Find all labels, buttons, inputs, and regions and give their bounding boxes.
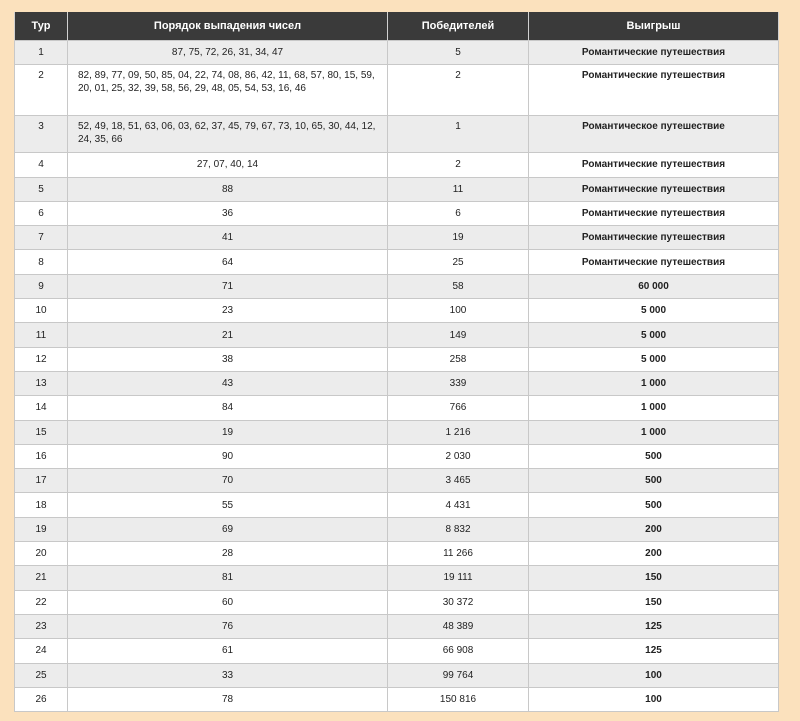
table-row [15, 542, 779, 566]
cell-winners: 1 [388, 116, 529, 153]
cell-tur: 7 [15, 226, 68, 250]
cell-numbers: 52, 49, 18, 51, 63, 06, 03, 62, 37, 45, 79, 67, 73, 10, 65, 30, 44, 12, 24, 35, 66 [68, 116, 388, 153]
cell-winners: 6 [388, 201, 529, 225]
table-row [15, 153, 779, 177]
table-row [15, 590, 779, 614]
cell-numbers: 78 [68, 687, 388, 711]
cell-prize: 1 000 [529, 371, 779, 395]
table-row [15, 371, 779, 395]
cell-numbers: 69 [68, 517, 388, 541]
cell-tur: 19 [15, 517, 68, 541]
cell-tur: 3 [15, 116, 68, 153]
header-winners: Победителей [388, 12, 529, 41]
cell-tur: 5 [15, 177, 68, 201]
cell-tur: 1 [15, 41, 68, 65]
cell-winners: 2 030 [388, 444, 529, 468]
cell-prize: 200 [529, 542, 779, 566]
cell-winners: 339 [388, 371, 529, 395]
cell-tur: 22 [15, 590, 68, 614]
cell-numbers: 71 [68, 274, 388, 298]
table-row [15, 274, 779, 298]
cell-numbers: 55 [68, 493, 388, 517]
cell-prize: 125 [529, 614, 779, 638]
table-row [15, 517, 779, 541]
table-row [15, 65, 779, 116]
table-row [15, 469, 779, 493]
cell-numbers: 81 [68, 566, 388, 590]
table-row [15, 250, 779, 274]
table-row [15, 347, 779, 371]
cell-winners: 58 [388, 274, 529, 298]
cell-tur: 6 [15, 201, 68, 225]
cell-prize: 125 [529, 639, 779, 663]
table-row [15, 663, 779, 687]
table-row [15, 177, 779, 201]
cell-tur: 24 [15, 639, 68, 663]
cell-winners: 99 764 [388, 663, 529, 687]
cell-winners: 11 [388, 177, 529, 201]
cell-numbers: 41 [68, 226, 388, 250]
cell-numbers: 61 [68, 639, 388, 663]
cell-tur: 23 [15, 614, 68, 638]
cell-prize: 150 [529, 590, 779, 614]
cell-tur: 4 [15, 153, 68, 177]
table-row [15, 41, 779, 65]
cell-winners: 4 431 [388, 493, 529, 517]
cell-winners: 766 [388, 396, 529, 420]
cell-numbers: 64 [68, 250, 388, 274]
cell-prize: Романтические путешествия [529, 201, 779, 225]
cell-prize: 150 [529, 566, 779, 590]
cell-tur: 16 [15, 444, 68, 468]
cell-winners: 66 908 [388, 639, 529, 663]
table-row [15, 420, 779, 444]
cell-tur: 26 [15, 687, 68, 711]
cell-tur: 20 [15, 542, 68, 566]
cell-tur: 21 [15, 566, 68, 590]
table-row [15, 299, 779, 323]
cell-winners: 150 816 [388, 687, 529, 711]
cell-prize: 5 000 [529, 347, 779, 371]
cell-winners: 3 465 [388, 469, 529, 493]
cell-prize: 5 000 [529, 323, 779, 347]
results-table-container [14, 12, 778, 712]
cell-winners: 8 832 [388, 517, 529, 541]
cell-numbers: 87, 75, 72, 26, 31, 34, 47 [68, 41, 388, 65]
cell-winners: 30 372 [388, 590, 529, 614]
cell-numbers: 88 [68, 177, 388, 201]
cell-tur: 18 [15, 493, 68, 517]
cell-winners: 1 216 [388, 420, 529, 444]
cell-prize: Романтическое путешествие [529, 116, 779, 153]
cell-winners: 19 111 [388, 566, 529, 590]
table-row [15, 323, 779, 347]
cell-numbers: 23 [68, 299, 388, 323]
cell-prize: Романтические путешествия [529, 153, 779, 177]
cell-tur: 25 [15, 663, 68, 687]
cell-prize: 100 [529, 687, 779, 711]
header-tur: Тур [15, 12, 68, 41]
cell-numbers: 19 [68, 420, 388, 444]
cell-numbers: 27, 07, 40, 14 [68, 153, 388, 177]
cell-prize: Романтические путешествия [529, 41, 779, 65]
cell-numbers: 70 [68, 469, 388, 493]
cell-winners: 258 [388, 347, 529, 371]
cell-numbers: 38 [68, 347, 388, 371]
cell-tur: 17 [15, 469, 68, 493]
cell-numbers: 33 [68, 663, 388, 687]
table-header-row [15, 12, 779, 41]
table-row [15, 226, 779, 250]
table-row [15, 639, 779, 663]
table-row [15, 444, 779, 468]
cell-prize: 200 [529, 517, 779, 541]
table-row [15, 614, 779, 638]
cell-prize: Романтические путешествия [529, 65, 779, 116]
cell-prize: 500 [529, 444, 779, 468]
cell-prize: 1 000 [529, 396, 779, 420]
cell-winners: 149 [388, 323, 529, 347]
cell-prize: 60 000 [529, 274, 779, 298]
cell-prize: Романтические путешествия [529, 177, 779, 201]
table-row [15, 396, 779, 420]
cell-winners: 19 [388, 226, 529, 250]
cell-tur: 14 [15, 396, 68, 420]
cell-tur: 10 [15, 299, 68, 323]
cell-prize: 1 000 [529, 420, 779, 444]
table-row [15, 201, 779, 225]
cell-winners: 48 389 [388, 614, 529, 638]
cell-winners: 2 [388, 65, 529, 116]
cell-numbers: 60 [68, 590, 388, 614]
cell-numbers: 82, 89, 77, 09, 50, 85, 04, 22, 74, 08, 86, 42, 11, 68, 57, 80, 15, 59, 20, 01, 25, 32, 39, 58, 56, 29, 48, 05, 54, 53, 16, 46 [68, 65, 388, 116]
cell-tur: 8 [15, 250, 68, 274]
cell-numbers: 28 [68, 542, 388, 566]
lottery-results-table [14, 12, 779, 712]
cell-prize: 500 [529, 469, 779, 493]
cell-numbers: 90 [68, 444, 388, 468]
cell-tur: 11 [15, 323, 68, 347]
cell-winners: 25 [388, 250, 529, 274]
cell-prize: Романтические путешествия [529, 250, 779, 274]
cell-numbers: 84 [68, 396, 388, 420]
cell-prize: 5 000 [529, 299, 779, 323]
cell-winners: 2 [388, 153, 529, 177]
cell-tur: 9 [15, 274, 68, 298]
cell-numbers: 36 [68, 201, 388, 225]
cell-tur: 12 [15, 347, 68, 371]
cell-tur: 2 [15, 65, 68, 116]
table-row [15, 687, 779, 711]
cell-numbers: 76 [68, 614, 388, 638]
table-row [15, 566, 779, 590]
header-prize: Выигрыш [529, 12, 779, 41]
cell-tur: 15 [15, 420, 68, 444]
table-row [15, 116, 779, 153]
cell-numbers: 43 [68, 371, 388, 395]
cell-numbers: 21 [68, 323, 388, 347]
table-row [15, 493, 779, 517]
cell-winners: 5 [388, 41, 529, 65]
cell-prize: Романтические путешествия [529, 226, 779, 250]
cell-tur: 13 [15, 371, 68, 395]
cell-prize: 100 [529, 663, 779, 687]
header-order: Порядок выпадения чисел [68, 12, 388, 41]
cell-winners: 11 266 [388, 542, 529, 566]
cell-prize: 500 [529, 493, 779, 517]
cell-winners: 100 [388, 299, 529, 323]
